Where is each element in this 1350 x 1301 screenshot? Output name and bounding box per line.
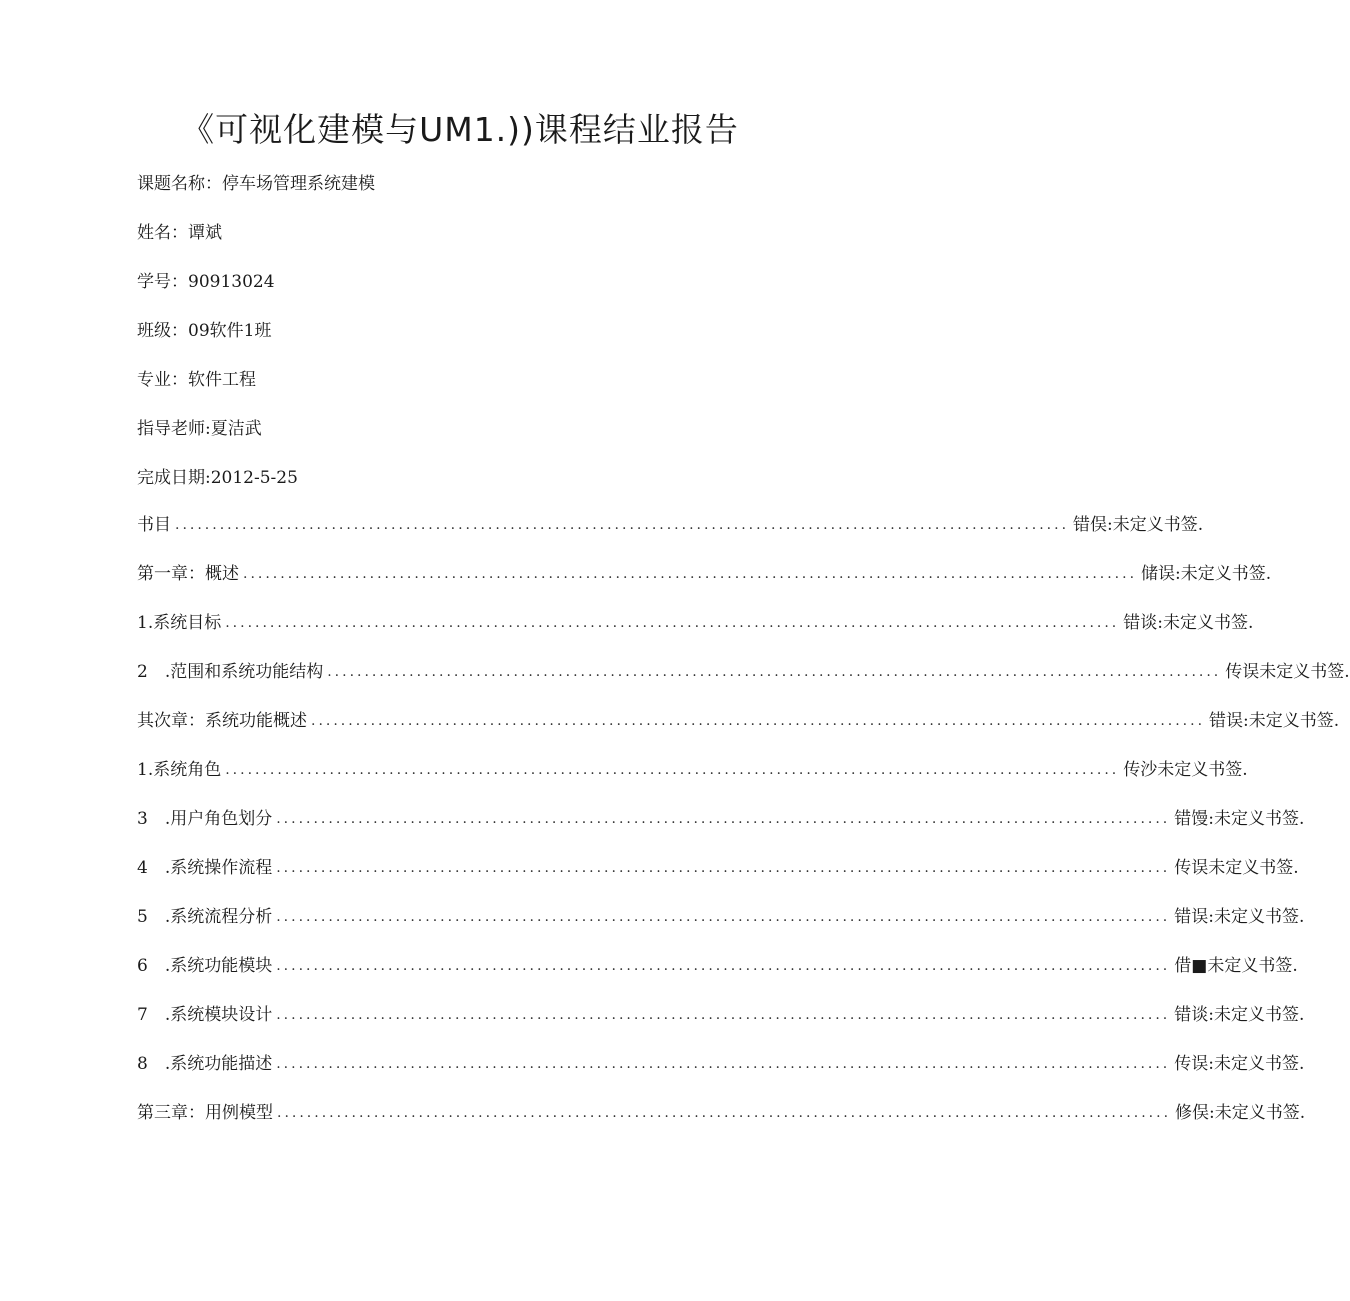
dot-leader: ........................................................................................................................	[243, 566, 1138, 582]
toc-entry-page: 传沙未定义书签.	[1123, 760, 1248, 780]
toc-entry-page: 错误:未定义书签.	[1174, 907, 1305, 927]
toc-entry[interactable]	[137, 1048, 1305, 1097]
dot-leader: ........................................................................................................................	[225, 615, 1120, 631]
advisor-line: 指导老师:夏洁武	[137, 419, 262, 439]
toc-entry-page: 错俣:未定义书签.	[1073, 515, 1204, 535]
major-line: 专业：软件工程	[137, 370, 256, 390]
dot-leader: ........................................................................................................................	[175, 517, 1070, 533]
report-info	[137, 166, 375, 509]
dot-leader: ........................................................................................................................	[276, 958, 1171, 974]
toc-entry-page: 错馒:未定义书签.	[1174, 809, 1305, 829]
toc-entry[interactable]	[137, 558, 1272, 607]
toc-entry-label: 书目	[137, 515, 171, 535]
toc-entry[interactable]	[137, 509, 1204, 558]
dot-leader: ........................................................................................................................	[327, 664, 1222, 680]
toc-entry-page: 错谈:未定义书签.	[1174, 1005, 1305, 1025]
dot-leader: ........................................................................................................................	[276, 811, 1171, 827]
toc-entry-page: 传误:未定义书签.	[1174, 1054, 1305, 1074]
toc-entry-label: 6 .系统功能模块	[137, 956, 273, 976]
table-of-contents	[137, 509, 1350, 1146]
toc-entry-page: 借■未定义书签.	[1174, 956, 1298, 976]
toc-entry-label: 第三章：用例模型	[137, 1103, 273, 1123]
dot-leader: ........................................................................................................................	[311, 713, 1206, 729]
completion-date-line: 完成日期:2012-5-25	[137, 468, 298, 488]
document-title: 《可视化建模与UM1.))课程结业报告	[181, 110, 739, 149]
toc-entry[interactable]	[137, 901, 1305, 950]
dot-leader: ........................................................................................................................	[277, 1105, 1172, 1121]
toc-entry[interactable]	[137, 705, 1340, 754]
toc-entry-label: 1.系统目标	[137, 613, 222, 633]
class-line: 班级：09软件1班	[137, 321, 272, 341]
dot-leader: ........................................................................................................................	[276, 1056, 1171, 1072]
dot-leader: ........................................................................................................................	[276, 1007, 1171, 1023]
dot-leader: ........................................................................................................................	[276, 909, 1171, 925]
toc-entry[interactable]	[137, 607, 1254, 656]
toc-entry-label: 4 .系统操作流程	[137, 858, 273, 878]
student-id-line: 学号：90913024	[137, 272, 275, 292]
toc-entry[interactable]	[137, 803, 1305, 852]
dot-leader: ........................................................................................................................	[276, 860, 1171, 876]
topic-line: 课题名称：停车场管理系统建模	[137, 174, 375, 194]
toc-entry-page: 错谈:未定义书签.	[1123, 613, 1254, 633]
toc-entry[interactable]	[137, 852, 1299, 901]
toc-entry[interactable]	[137, 1097, 1306, 1146]
toc-entry[interactable]	[137, 656, 1350, 705]
toc-entry-label: 5 .系统流程分析	[137, 907, 273, 927]
toc-entry[interactable]	[137, 950, 1298, 999]
toc-entry-label: 8 .系统功能描述	[137, 1054, 273, 1074]
toc-entry-page: 修俣:未定义书签.	[1175, 1103, 1306, 1123]
toc-entry-page: 储误:未定义书签.	[1141, 564, 1272, 584]
toc-entry-label: 第一章：概述	[137, 564, 239, 584]
toc-entry[interactable]	[137, 999, 1305, 1048]
toc-entry-label: 2 .范围和系统功能结构	[137, 662, 324, 682]
toc-entry-page: 传误未定义书签.	[1174, 858, 1299, 878]
toc-entry-page: 传误未定义书签.	[1225, 662, 1350, 682]
toc-entry-label: 1.系统角色	[137, 760, 222, 780]
toc-entry-label: 7 .系统模块设计	[137, 1005, 273, 1025]
toc-entry-label: 3 .用户角色划分	[137, 809, 273, 829]
name-line: 姓名：谭斌	[137, 223, 222, 243]
dot-leader: ........................................................................................................................	[225, 762, 1120, 778]
toc-entry[interactable]	[137, 754, 1248, 803]
toc-entry-page: 错误:未定义书签.	[1209, 711, 1340, 731]
toc-entry-label: 其次章：系统功能概述	[137, 711, 307, 731]
